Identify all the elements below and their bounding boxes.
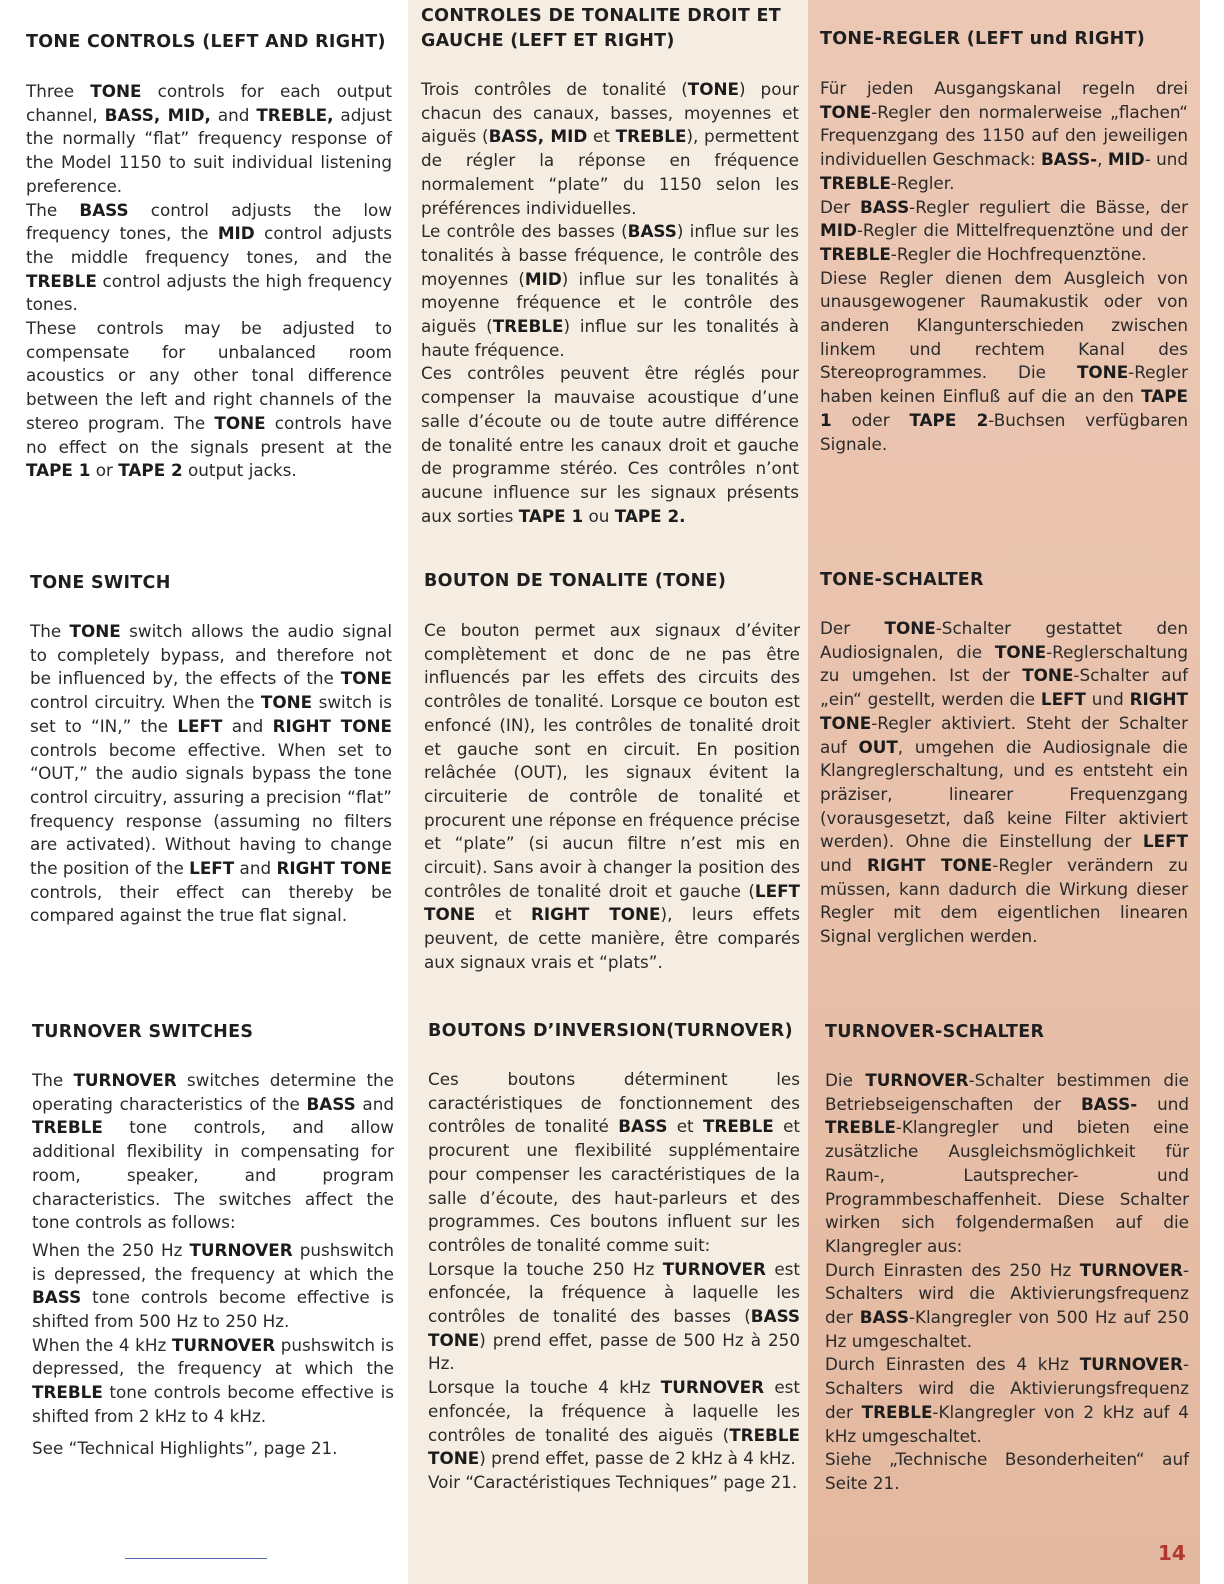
bold-term: TREBLE — [615, 126, 687, 147]
bold-term: MID — [1107, 149, 1145, 170]
page-number: 14 — [1158, 1541, 1186, 1565]
text-run: Der — [820, 618, 885, 638]
bold-term: TAPE 1 — [820, 386, 1188, 430]
bold-term: TONE — [260, 692, 313, 713]
text-run: switch is set to “IN,” the — [30, 692, 392, 736]
bold-term: BASS- — [1040, 149, 1098, 170]
text-run: Lorsque la touche 250 Hz — [428, 1258, 663, 1279]
bold-term: BASS — [859, 1307, 909, 1328]
bold-term: LEFT — [177, 715, 223, 736]
bold-term: TONE — [214, 412, 266, 433]
text-run: controls become effective. When set to “OUT,” the audio signals bypass the tone control circuitry, assuring a precision “flat” frequency response (assuming no filters are activated). Without having to change the position of the — [30, 739, 392, 879]
text-run: ) influe sur les tonalités à moyenne fréquence et le contrôle des aiguës ( — [421, 268, 800, 337]
text-run: When the 4 kHz — [32, 1334, 172, 1355]
text-run: switches determine the operating characteristics of the — [32, 1070, 395, 1114]
bold-term: TONE — [687, 79, 739, 99]
paragraph — [32, 1437, 394, 1461]
text-run: oder — [831, 409, 910, 430]
text-run: control adjusts the high frequency tones. — [26, 270, 392, 315]
paragraph — [32, 1334, 394, 1429]
bold-term: TAPE 1 — [518, 505, 584, 526]
text-run: Trois contrôles de tonalité ( — [421, 79, 688, 99]
paragraph — [26, 199, 392, 318]
text-run: These controls may be adjusted to compensate for unbalanced room acoustics or any other tonal difference between the left and right channels of the stereo program. The — [26, 318, 392, 433]
section-body — [30, 620, 392, 928]
bold-term: TONE — [884, 618, 936, 638]
bold-term: TURNOVER — [662, 1258, 766, 1279]
text-run: -Klangregler von 500 Hz auf 250 Hz umgeschaltet. — [825, 1307, 1189, 1351]
bold-term: TURNOVER — [189, 1239, 293, 1260]
text-run: pushswitch is depressed, the frequency at which the — [32, 1239, 394, 1284]
text-run: Ce bouton permet aux signaux d’éviter complètement et donc de ne pas être influencés par les effets des circuits des contrôles de tonalité. Lorsque ce bouton est enfoncé (IN), les contrôles de tonalité droit et gauche sont en circuit. En position relâchée (OUT), les signaux évitent la circuiterie de contrôle de tonalité et procurent une réponse en fréquence précise et “plate” (si aucun filtre n’est mis en circuit). Sans avoir à changer la position des contrôles de tonalité droit et gauche ( — [424, 620, 800, 901]
text-run: tone controls, and allow additional flexibility in compensating for room, speaker, and program characteristics. The switches affect the tone controls as follows: — [32, 1117, 394, 1233]
text-run: ) influe sur les tonalités à basse fréquence, le contrôle des moyennes ( — [421, 221, 800, 289]
section-heading: BOUTONS D’INVERSION(TURNOVER) — [428, 1021, 793, 1041]
bold-term: MID — [524, 268, 562, 289]
bold-term: BASS TONE — [428, 1306, 800, 1350]
bold-term: BASS — [79, 199, 129, 220]
tone-switch-section-en — [30, 571, 392, 928]
turnover-section-de — [825, 1020, 1189, 1496]
bold-term: TURNOVER — [1079, 1354, 1183, 1375]
paragraph — [825, 1448, 1189, 1495]
text-run: The — [32, 1070, 74, 1090]
text-run: When the 250 Hz — [32, 1239, 190, 1260]
bold-term: LEFT — [1142, 831, 1188, 852]
text-run: et — [587, 126, 616, 147]
paragraph — [26, 80, 392, 199]
text-run: -Regler die Hochfrequenztöne. — [890, 243, 1147, 264]
section-heading: TONE SWITCH — [30, 573, 171, 593]
bold-term: TAPE 2 — [118, 460, 183, 481]
text-run: -Klangregler und bieten eine zusätzliche Ausgleichsmöglichkeit für Raum-, Lautsprecher- und Programmbeschaffenheit. Diese Schalter wirken sich folgendermaßen auf die Klangregler aus: — [825, 1117, 1189, 1256]
text-run: -Klangregler von 2 kHz auf 4 kHz umgeschaltet. — [825, 1401, 1189, 1446]
text-run: est enfoncée, la fréquence à laquelle les contrôles de tonalité des basses ( — [428, 1258, 800, 1327]
bold-term: TREBLE TONE — [428, 1424, 800, 1469]
text-run: tone controls become effective is shifted from 2 kHz to 4 kHz. — [32, 1382, 394, 1426]
section-heading: TURNOVER-SCHALTER — [825, 1022, 1045, 1042]
text-run: tone controls become effective is shifted from 500 Hz to 250 Hz. — [32, 1287, 394, 1332]
german-column — [808, 0, 1200, 1584]
text-run: ) prend effet, passe de 2 kHz à 4 kHz. — [479, 1448, 796, 1469]
paragraph — [428, 1258, 800, 1377]
bold-term: TONE — [69, 621, 121, 641]
bold-term: TREBLE — [820, 243, 891, 264]
paragraph — [26, 317, 392, 483]
text-run: -Schalter auf „ein“ gestellt, werden die — [820, 665, 1188, 710]
bold-term: TONE — [340, 668, 392, 689]
text-run: controls, their effect can thereby be compared against the true flat signal. — [30, 881, 392, 926]
text-run: See “Technical Highlights”, page 21. — [32, 1437, 338, 1458]
text-run: -Reglerschaltung zu umgehen. Ist der — [820, 641, 1188, 686]
paragraph — [825, 1069, 1189, 1259]
text-run: and — [222, 715, 273, 736]
text-run: ) prend effet, passe de 500 Hz à 250 Hz. — [428, 1329, 800, 1374]
bold-term: BASS — [618, 1116, 668, 1137]
text-run: The — [26, 199, 80, 220]
text-run: Ces contrôles peuvent être réglés pour compenser la mauvaise acoustique d’une salle d’écoute ou de toute autre différence de tonalité entre les canaux droit et gauche de programme stéréo. Ces contrôles n’ont aucune influence sur les signaux présents aux sorties — [421, 363, 799, 526]
text-run: and — [234, 858, 277, 879]
paragraph — [424, 619, 800, 975]
bold-term: LEFT — [1040, 689, 1086, 710]
section-body — [32, 1069, 394, 1460]
paragraph — [428, 1068, 800, 1258]
section-body — [424, 619, 800, 975]
english-column — [0, 0, 408, 1584]
text-run: Voir “Caractéristiques Techniques” page 21. — [428, 1471, 798, 1492]
text-run: or — [90, 460, 119, 481]
text-run: -Buchsen verfügbaren Signale. — [820, 409, 1188, 454]
bold-term: TONE — [1076, 362, 1129, 383]
paragraph — [30, 620, 392, 928]
bold-term: TONE — [994, 641, 1047, 662]
text-run: und — [1085, 689, 1130, 710]
tone-switch-section-fr — [424, 569, 800, 975]
section-body — [26, 80, 392, 483]
text-run: ou — [583, 505, 615, 526]
text-run: -Regler die Mittelfrequenztöne und der — [856, 220, 1188, 241]
text-run: control circuitry. When the — [30, 692, 261, 713]
bold-term: TURNOVER — [865, 1070, 969, 1090]
bold-term: LEFT TONE — [424, 880, 800, 925]
text-run: and — [210, 104, 257, 125]
text-run: controls for each output channel, — [26, 81, 392, 125]
section-body — [820, 617, 1188, 949]
paragraph — [32, 1239, 394, 1334]
text-run: Le contrôle des basses ( — [421, 221, 628, 242]
bold-term: BASS, MID — [488, 126, 588, 147]
text-run: -Schalters wird die Aktivierungsfrequenz der — [825, 1354, 1189, 1422]
section-heading: TONE-SCHALTER — [820, 570, 984, 590]
turnover-section-fr — [428, 1019, 800, 1495]
text-run: ), permettent de régler la réponse en fréquence normalement “plate” du 1150 selon les préférences individuelles. — [421, 126, 800, 218]
paragraph — [32, 1069, 394, 1235]
text-run: et procurent une flexibilité supplémentaire pour compenser les caractéristiques de la salle d’écoute, des haut-parleurs et des programmes. Ces boutons influent sur les contrôles de tonalité comme suit: — [428, 1116, 800, 1255]
section-body — [825, 1069, 1189, 1496]
text-run: switch allows the audio signal to completely bypass, and therefore not be influenced by, the effects of the — [30, 621, 392, 689]
bold-term: RIGHT TONE — [867, 855, 993, 876]
text-run: and — [355, 1093, 395, 1114]
text-run: , — [1097, 149, 1108, 170]
text-run: -Regler aktiviert. Steht der Schalter auf — [820, 712, 1188, 757]
text-run: The — [30, 621, 70, 641]
tone-controls-section-fr — [421, 4, 799, 528]
text-run: -Regler haben keinen Einfluß auf die an den — [820, 362, 1188, 407]
paragraph — [820, 617, 1188, 949]
text-run: Der — [820, 196, 860, 217]
bold-term: TONE — [1022, 665, 1074, 686]
paragraph — [428, 1471, 800, 1495]
bold-term: TONE — [90, 81, 142, 101]
bold-term: TREBLE — [702, 1116, 774, 1137]
text-run: -Regler den normalerweise „flachen“ Frequenzgang des 1150 auf den jeweiligen individuellen Geschmack: — [820, 101, 1188, 170]
paragraph — [825, 1259, 1189, 1354]
bold-term: TAPE 2 — [909, 409, 989, 430]
text-run: -Regler verändern zu müssen, kann dadurch die Wirkung dieser Regler mit dem eigentlichen linearen Signal verglichen werden. — [820, 855, 1188, 947]
paragraph — [421, 78, 799, 220]
bold-term: BASS — [32, 1287, 82, 1308]
text-run: adjust the normally “flat” frequency response of the Model 1150 to suit individual listening preference. — [26, 104, 392, 196]
bold-term: TURNOVER — [1079, 1259, 1183, 1280]
bold-term: OUT — [858, 736, 898, 757]
section-heading: TONE CONTROLS (LEFT AND RIGHT) — [26, 32, 386, 52]
text-run: , umgehen die Audiosignale die Klangreglerschaltung, und es entsteht ein präziser, linearer Frequenzgang (vorausgesetzt, daß keine Filter aktiviert werden). Ohne die Einstellung der — [820, 736, 1188, 852]
text-run: Lorsque la touche 4 kHz — [428, 1377, 661, 1398]
bold-term: TURNOVER — [171, 1334, 276, 1355]
paragraph — [820, 267, 1188, 457]
text-run: Durch Einrasten des 4 kHz — [825, 1354, 1080, 1375]
bold-term: TREBLE — [825, 1117, 896, 1138]
section-body — [820, 77, 1188, 456]
text-run: und — [820, 855, 868, 876]
paragraph — [825, 1353, 1189, 1448]
tone-controls-section-en — [26, 30, 392, 483]
text-run: - und — [1144, 149, 1189, 170]
text-run: pushswitch is depressed, the frequency at which the — [32, 1334, 394, 1379]
text-run: Durch Einrasten des 250 Hz — [825, 1259, 1080, 1280]
bold-term: BASS — [306, 1093, 356, 1114]
section-body — [428, 1068, 800, 1495]
text-run: -Regler. — [890, 172, 955, 193]
bold-term: TAPE 1 — [26, 460, 91, 481]
bold-term: TREBLE — [32, 1117, 103, 1138]
text-run: et — [667, 1116, 703, 1137]
bold-term: BASS- — [1081, 1093, 1138, 1114]
text-run: ) influe sur les tonalités à haute fréquence. — [421, 316, 800, 360]
text-run: et — [475, 904, 531, 925]
text-run: Three — [26, 81, 91, 101]
page-margin — [1200, 0, 1224, 1584]
text-run: -Schalter bestimmen die Betriebseigenschaften der — [825, 1070, 1189, 1114]
text-run: ), leurs effets peuvent, de cette manière, être comparés aux signaux vrais et “plats”. — [424, 904, 800, 972]
bold-term: BASS — [859, 196, 910, 217]
text-run: output jacks. — [182, 460, 297, 481]
section-heading: TONE-REGLER (LEFT und RIGHT) — [820, 29, 1146, 49]
bold-term: TREBLE — [492, 316, 564, 337]
text-run: -Regler reguliert die Bässe, der — [909, 196, 1188, 217]
bold-term: RIGHT TONE — [272, 715, 392, 736]
bold-term: LEFT — [189, 858, 235, 879]
section-heading: CONTROLES DE TONALITE DROIT ET GAUCHE (LEFT ET RIGHT) — [421, 6, 781, 51]
text-run: -Schalters wird die Aktivierungsfrequenz der — [825, 1259, 1189, 1328]
bold-term: TREBLE — [26, 270, 97, 291]
section-body — [421, 78, 799, 528]
bold-term: TREBLE, — [256, 104, 334, 125]
bold-term: TREBLE — [32, 1382, 103, 1403]
bold-term: TAPE 2. — [614, 505, 686, 526]
turnover-section-en — [32, 1020, 394, 1460]
text-run: und — [1137, 1093, 1189, 1114]
paragraph — [421, 220, 799, 362]
bold-term: RIGHT TONE — [276, 858, 392, 879]
section-heading: TURNOVER SWITCHES — [32, 1022, 254, 1042]
bold-term: RIGHT TONE — [820, 689, 1188, 733]
bold-term: TREBLE — [861, 1401, 933, 1422]
bold-term: TREBLE — [820, 172, 891, 193]
text-run: est enfoncée, la fréquence à laquelle les contrôles de tonalité des aiguës ( — [428, 1377, 800, 1445]
footer-divider — [125, 1558, 267, 1559]
text-run: Ces boutons déterminent les caractéristiques de fonctionnement des contrôles de tonalité — [428, 1069, 800, 1137]
text-run: Die — [825, 1070, 866, 1090]
text-run: controls have no effect on the signals present at the — [26, 412, 392, 457]
text-run: Diese Regler dienen dem Ausgleich von unausgewogener Raumakustik oder von anderen Klangunterschieden zwischen linkem und rechtem Kanal des Stereoprogrammes. Die — [820, 267, 1188, 383]
paragraph — [820, 77, 1188, 196]
tone-switch-section-de — [820, 568, 1188, 949]
text-run: ) pour chacun des canaux, basses, moyennes et aiguës ( — [421, 79, 800, 147]
section-heading: BOUTON DE TONALITE (TONE) — [424, 571, 727, 591]
text-run: control adjusts the low frequency tones, the — [26, 199, 393, 244]
bold-term: BASS, MID, — [104, 104, 211, 125]
text-run: -Schalter gestattet den Audiosignalen, die — [820, 618, 1189, 662]
bold-term: MID — [217, 223, 255, 244]
paragraph — [428, 1376, 800, 1471]
text-run: Für jeden Ausgangskanal regeln drei — [820, 78, 1188, 98]
paragraph — [820, 196, 1188, 267]
bold-term: TURNOVER — [73, 1070, 177, 1090]
text-run: control adjusts the middle frequency tones, and the — [26, 223, 392, 267]
paragraph — [421, 362, 799, 528]
bold-term: MID — [820, 220, 857, 241]
bold-term: TURNOVER — [660, 1377, 764, 1398]
french-column — [408, 0, 808, 1584]
bold-term: RIGHT TONE — [530, 904, 661, 925]
tone-controls-section-de — [820, 27, 1188, 456]
bold-term: BASS — [627, 221, 677, 242]
text-run: Siehe „Technische Besonderheiten“ auf Seite 21. — [825, 1449, 1189, 1493]
bold-term: TONE — [820, 101, 872, 122]
